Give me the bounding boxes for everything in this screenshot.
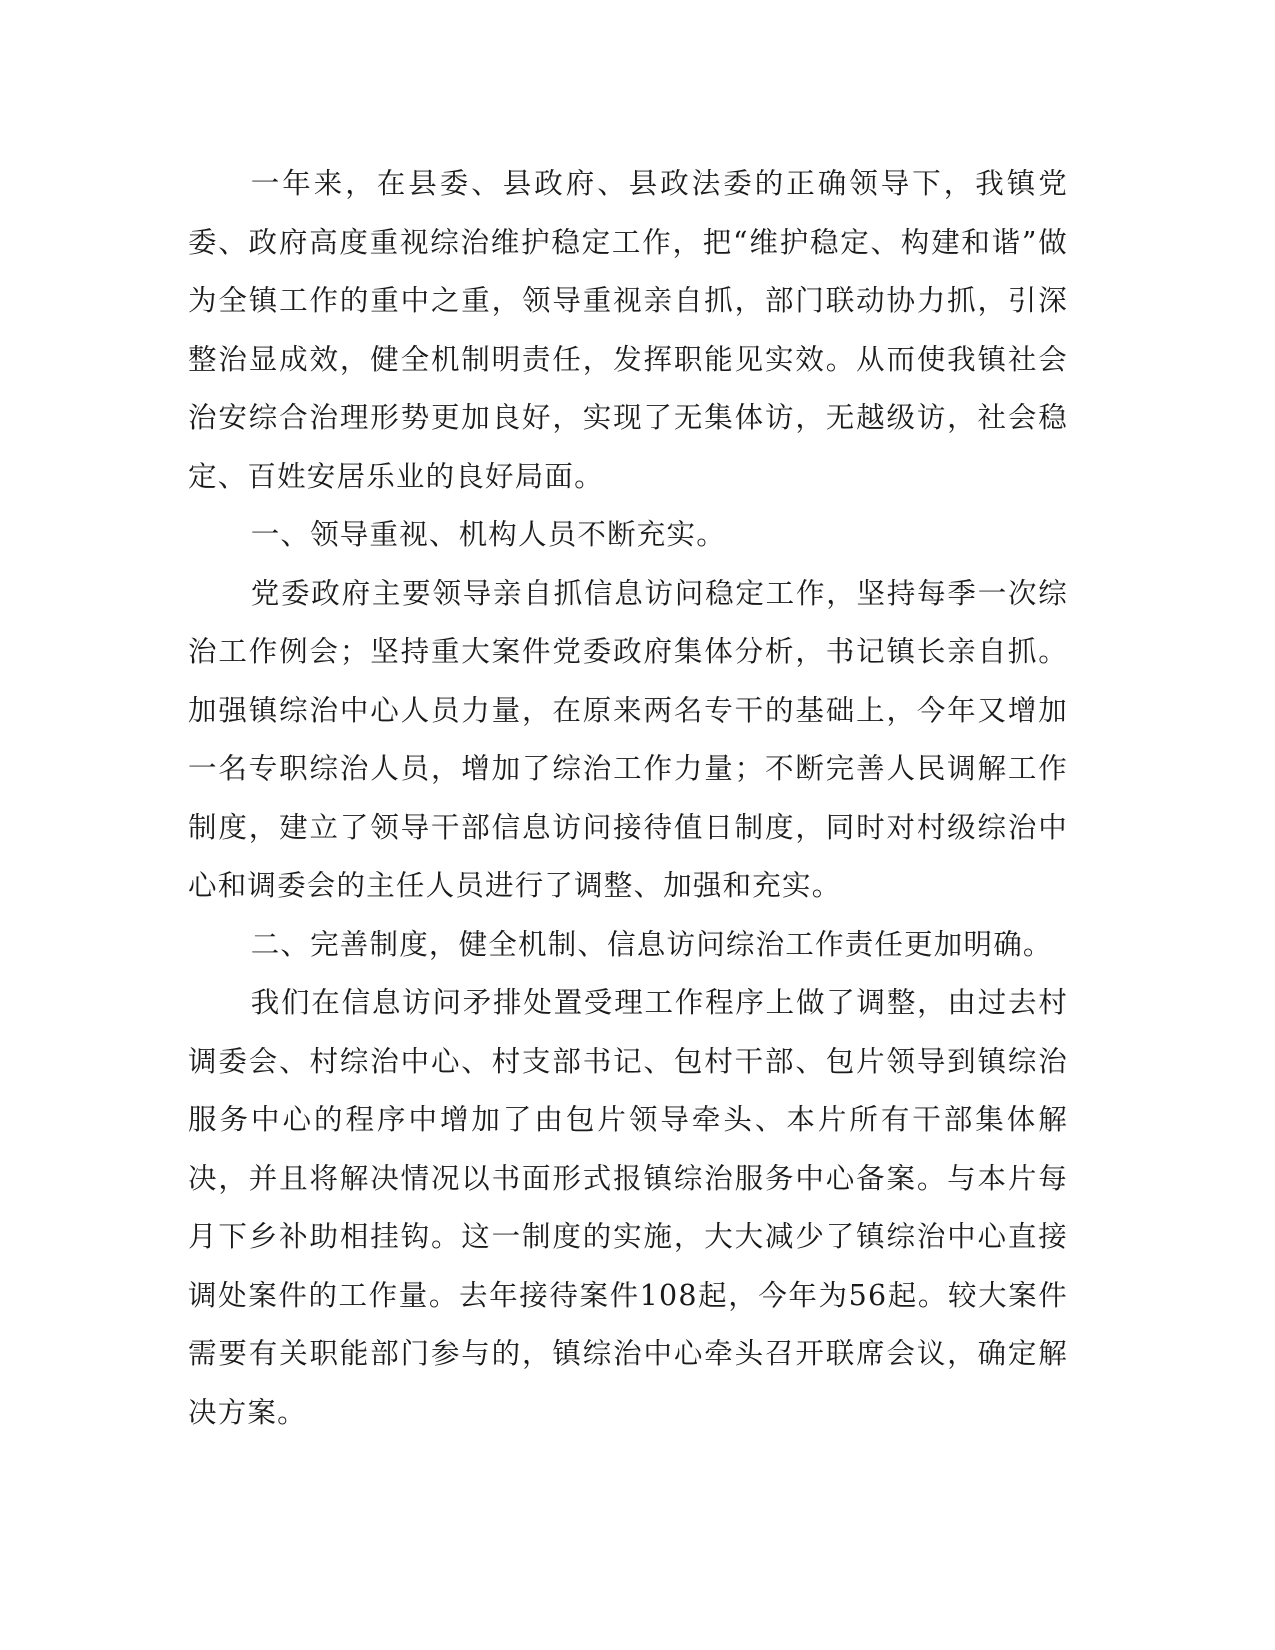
- section-heading-2: 二、完善制度，健全机制、信息访问综治工作责任更加明确。: [250, 927, 1053, 961]
- intro-paragraph: 一年来，在县委、县政府、县政法委的正确领导下，我镇党委、政府高度重视综治维护稳定工作，把“维护稳定、构建和谐”做为全镇工作的重中之重，领导重视亲自抓，部门联动协力抓，引深整治显成效，健全机制明责任，发挥职能见实效。从而使我镇社会治安综合治理形势更加良好，实现了无集体访，无越级访，社会稳定、百姓安居乐业的良好局面。: [188, 167, 1068, 493]
- section-1-paragraph: 党委政府主要领导亲自抓信息访问稳定工作，坚持每季一次综治工作例会；坚持重大案件党委政府集体分析，书记镇长亲自抓。加强镇综治中心人员力量，在原来两名专干的基础上，今年又增加一名专职综治人员，增加了综治工作力量；不断完善人民调解工作制度，建立了领导干部信息访问接待值日制度，同时对村级综治中心和调委会的主任人员进行了调整、加强和充实。: [188, 576, 1068, 902]
- section-2-paragraph: 我们在信息访问矛排处置受理工作程序上做了调整，由过去村调委会、村综治中心、村支部书记、包村干部、包片领导到镇综治服务中心的程序中增加了由包片领导牵头、本片所有干部集体解决，并且将解决情况以书面形式报镇综治服务中心备案。与本片每月下乡补助相挂钩。这一制度的实施，大大减少了镇综治中心直接调处案件的工作量。去年接待案件108起，今年为56起。较大案件需要有关职能部门参与的，镇综治中心牵头召开联席会议，确定解决方案。: [188, 986, 1068, 1429]
- document-body: [188, 155, 1068, 1442]
- section-heading-1: 一、领导重视、机构人员不断充实。: [250, 518, 726, 551]
